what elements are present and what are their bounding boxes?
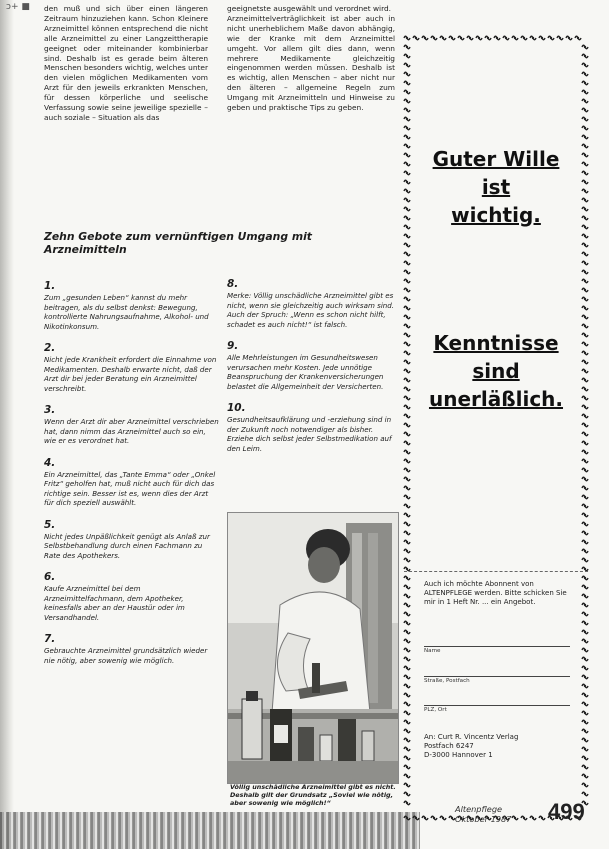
- rule-text: Gesundheitsaufklärung und -erziehung sind in der Zukunft noch notwendiger als bisher. Erziehe dich selbst jeder Selbstmedikation auf den Leim.: [227, 415, 392, 453]
- article-text-left: den muß und sich über einen längeren Zeitraum hinzuziehen kann. Schon Kleinere Arzneimittel können entsprechend die nicht alle Arzneimittel zu einer Langzeittherapie geeignet oder miteinander kombinierbar sind. Deshalb ist es gerade beim älteren Menschen besonders wichtig, welches unter den vielen möglichen Medikamenten vom Arzt für den jeweils erkrankten Menschen, für dessen körperliche und seelische Verfassung sowie seine jeweilige spezielle – auch soziale – Situation als das: [44, 4, 208, 122]
- border-ornament: [582, 702, 588, 706]
- page-binding-shadow: [0, 0, 14, 849]
- border-ornament: [458, 36, 464, 40]
- border-ornament: [404, 558, 410, 562]
- rule-text: Nicht jedes Unpäßlichkeit genügt als Anlaß zur Selbstbehandlung durch einen Fachmann zu Rate des Apothekers.: [44, 531, 210, 560]
- slogan-line: wichtig.: [451, 203, 541, 227]
- border-ornament: [582, 774, 588, 778]
- border-ornament: [582, 540, 588, 544]
- border-ornament: [530, 816, 536, 820]
- rule-number: 6.: [44, 571, 56, 583]
- border-ornament: [404, 774, 410, 778]
- rule-text: Nicht jede Krankheit erfordert die Einnahme von Medikamenten. Deshalb erwarte nicht, daß der Arzt dir bei jeder Beratung ein Arzneimittel verschreibt.: [44, 355, 217, 393]
- border-ornament: [582, 72, 588, 76]
- border-ornament: [582, 630, 588, 634]
- border-ornament: [404, 816, 410, 820]
- top-corner-mark: ɔ+ ■: [6, 2, 30, 12]
- coupon-name-field[interactable]: Name: [424, 646, 570, 655]
- border-ornament: [582, 513, 588, 517]
- border-ornament: [582, 729, 588, 733]
- border-ornament: [404, 531, 410, 535]
- border-ornament: [404, 279, 410, 283]
- rule-number: 5.: [44, 518, 56, 531]
- border-ornament: [404, 684, 410, 688]
- border-ornament: [582, 117, 588, 121]
- border-ornament: [404, 414, 410, 418]
- binding-edge-stripes: [0, 812, 420, 849]
- pharmacist-photo: [227, 512, 399, 784]
- border-ornament: [431, 36, 437, 40]
- border-ornament: [582, 63, 588, 67]
- border-ornament: [582, 648, 588, 652]
- border-ornament: [582, 603, 588, 607]
- border-ornament: [404, 621, 410, 625]
- border-ornament: [582, 324, 588, 328]
- border-ornament: [404, 252, 410, 256]
- border-ornament: [582, 234, 588, 238]
- border-ornament: [582, 441, 588, 445]
- border-ornament: [582, 252, 588, 256]
- border-ornament: [582, 270, 588, 274]
- border-ornament: [582, 279, 588, 283]
- rule-item: [227, 340, 397, 391]
- border-ornament: [404, 99, 410, 103]
- slogan-line: unerläßlich.: [428, 387, 564, 411]
- border-ornament: [539, 816, 545, 820]
- border-ornament: [404, 81, 410, 85]
- border-ornament: [404, 135, 410, 139]
- page-footer: [455, 804, 511, 824]
- border-ornament: [582, 720, 588, 724]
- coupon-cut-line: [404, 571, 588, 572]
- border-ornament: [539, 36, 545, 40]
- rule-number: 3.: [44, 404, 56, 416]
- slogan-good-will: [401, 145, 591, 229]
- border-ornament: [404, 90, 410, 94]
- border-ornament: [404, 792, 410, 796]
- border-ornament: [404, 594, 410, 598]
- slogan-line: Kenntnisse: [433, 331, 559, 355]
- border-ornament: [404, 657, 410, 661]
- border-ornament: [404, 108, 410, 112]
- border-ornament: [582, 558, 588, 562]
- border-ornament: [431, 816, 437, 820]
- border-ornament: [548, 36, 554, 40]
- border-ornament: [582, 738, 588, 742]
- border-ornament: [404, 783, 410, 787]
- rule-item: [44, 280, 220, 331]
- border-ornament: [582, 666, 588, 670]
- border-ornament: [582, 459, 588, 463]
- border-ornament: [404, 729, 410, 733]
- border-ornament: [582, 432, 588, 436]
- border-ornament: [404, 36, 410, 40]
- border-ornament: [582, 450, 588, 454]
- rule-number: 1.: [44, 280, 56, 292]
- border-ornament: [404, 576, 410, 580]
- rule-item: [44, 457, 220, 508]
- pharmacist-photo-illustration: [228, 513, 398, 783]
- border-ornament: [404, 306, 410, 310]
- rule-item: [227, 402, 397, 453]
- border-ornament: [582, 297, 588, 301]
- article-text-right: geeignetste ausgewählt und verordnet wird. Arzneimittelverträglichkeit ist aber auch in nicht unerheblichem Maße davon abhängig, wie der Kranke mit dem Arzneimittel umgeht. Vor allem gilt dies dann, wenn mehrere Medikamente gleichzeitig eingenommen werden müssen. Deshalb ist es wichtig, allen Menschen – aber nicht nur den älteren – allgemeine Regeln zum Umgang mit Arzneimitteln und Hinweise zu geben und praktische Tips zu geben.: [227, 4, 395, 113]
- border-ornament: [404, 711, 410, 715]
- border-ornament: [404, 747, 410, 751]
- border-ornament: [512, 36, 518, 40]
- border-ornament: [404, 63, 410, 67]
- border-ornament: [582, 783, 588, 787]
- border-ornament: [582, 261, 588, 265]
- border-ornament: [485, 36, 491, 40]
- border-ornament: [404, 477, 410, 481]
- border-ornament: [582, 45, 588, 49]
- rule-text: Wenn der Arzt dir aber Arzneimittel verschrieben hat, dann nimm das Arzneimittel auch so ein, wie er es verordnet hat.: [44, 417, 219, 445]
- border-ornament: [404, 459, 410, 463]
- border-ornament: [582, 135, 588, 139]
- border-ornament: [582, 684, 588, 688]
- address-line: D-3000 Hannover 1: [424, 751, 493, 760]
- rule-text: Kaufe Arzneimittel bei dem Arzneimittelfachmann, dem Apotheker, keinesfalls aber an der Haustür oder im Versandhandel.: [44, 584, 185, 622]
- border-ornament: [404, 126, 410, 130]
- border-ornament: [521, 816, 527, 820]
- border-ornament: [404, 495, 410, 499]
- border-ornament: [404, 432, 410, 436]
- border-ornament: [413, 36, 419, 40]
- border-ornament: [582, 612, 588, 616]
- border-ornament: [404, 630, 410, 634]
- border-ornament: [404, 441, 410, 445]
- border-ornament: [440, 36, 446, 40]
- border-ornament: [404, 639, 410, 643]
- border-ornament: [566, 36, 572, 40]
- border-ornament: [467, 36, 473, 40]
- border-ornament: [404, 45, 410, 49]
- border-ornament: [404, 765, 410, 769]
- border-ornament: [582, 243, 588, 247]
- rule-text: Zum „gesunden Leben“ kannst du mehr beitragen, als du selbst denkst: Bewegung, kontrollierte Nahrungsaufnahme, Alkohol- und Nikotinkonsum.: [44, 293, 209, 331]
- footer-issue-date: Oktober 1987: [455, 814, 512, 824]
- border-ornament: [582, 531, 588, 535]
- border-ornament: [404, 243, 410, 247]
- border-ornament: [582, 306, 588, 310]
- border-ornament: [404, 315, 410, 319]
- article-column-right: [227, 4, 395, 113]
- border-ornament: [582, 549, 588, 553]
- border-ornament: [582, 477, 588, 481]
- border-ornament: [404, 513, 410, 517]
- border-ornament: [582, 423, 588, 427]
- border-ornament: [582, 81, 588, 85]
- border-ornament: [582, 747, 588, 751]
- border-ornament: [440, 816, 446, 820]
- rule-text: Alle Mehrleistungen im Gesundheitswesen verursachen mehr Kosten. Jede unnötige Beanspruchung der Krankenversicherungen belastet die Allgemeinheit der Versicherten.: [227, 353, 384, 391]
- rule-number: 2.: [44, 342, 56, 354]
- rule-item: [44, 342, 220, 393]
- border-ornament: [582, 792, 588, 796]
- rule-item: [44, 519, 220, 561]
- page-number: 499: [548, 799, 585, 824]
- rule-text: Merke: Völlig unschädliche Arzneimittel gibt es nicht, wenn sie gleichzeitig auch wirksam sind. Auch der Spruch: „Wenn es schon nicht hilft, schadet es auch nicht!“ ist falsch.: [227, 291, 395, 329]
- border-ornament: [476, 36, 482, 40]
- border-ornament: [404, 693, 410, 697]
- slogan-line: Guter Wille: [432, 147, 560, 171]
- border-ornament: [582, 522, 588, 526]
- border-ornament: [582, 90, 588, 94]
- photo-caption: Völlig unschädliche Arzneimittel gibt es nicht. Deshalb gilt der Grundsatz „Soviel wie nötig, aber sowenig wie möglich!“: [230, 783, 396, 807]
- border-ornament: [582, 711, 588, 715]
- rule-number: 10.: [227, 402, 246, 414]
- rule-number: 4.: [44, 456, 56, 469]
- article-column-left: [44, 4, 208, 123]
- order-coupon-text: Auch ich möchte Abonnent von ALTENPFLEGE werden. Bitte schicken Sie mir in 1 Heft Nr. ... ein Angebot.: [424, 580, 567, 606]
- border-ornament: [503, 36, 509, 40]
- border-ornament: [422, 816, 428, 820]
- border-ornament: [582, 108, 588, 112]
- border-ornament: [582, 288, 588, 292]
- border-ornament: [413, 816, 419, 820]
- border-ornament: [582, 693, 588, 697]
- border-ornament: [404, 261, 410, 265]
- border-ornament: [575, 36, 581, 40]
- border-ornament: [582, 639, 588, 643]
- slogan-line: sind: [472, 359, 520, 383]
- border-ornament: [404, 675, 410, 679]
- rule-item: [44, 633, 220, 665]
- border-ornament: [404, 324, 410, 328]
- border-ornament: [404, 468, 410, 472]
- border-ornament: [404, 288, 410, 292]
- border-ornament: [582, 765, 588, 769]
- border-ornament: [404, 234, 410, 238]
- rules-column-left: [44, 280, 220, 676]
- border-ornament: [494, 36, 500, 40]
- border-ornament: [404, 522, 410, 526]
- rule-number: 9.: [227, 340, 239, 352]
- border-ornament: [404, 270, 410, 274]
- border-ornament: [582, 675, 588, 679]
- border-ornament: [582, 504, 588, 508]
- border-ornament: [449, 36, 455, 40]
- border-ornament: [582, 468, 588, 472]
- border-ornament: [404, 801, 410, 805]
- rule-item: [44, 571, 220, 622]
- rule-text: Gebrauchte Arzneimittel grundsätzlich wieder nie nötig, aber sowenig wie möglich.: [44, 646, 208, 665]
- border-ornament: [582, 585, 588, 589]
- border-ornament: [582, 576, 588, 580]
- rule-item: [44, 404, 220, 446]
- border-ornament: [404, 486, 410, 490]
- border-ornament: [404, 72, 410, 76]
- slogan-knowledge: [401, 329, 591, 413]
- border-ornament: [530, 36, 536, 40]
- rule-item: [227, 278, 397, 329]
- border-ornament: [404, 117, 410, 121]
- border-ornament: [404, 504, 410, 508]
- border-ornament: [582, 486, 588, 490]
- address-line: Postfach 6247: [424, 742, 474, 751]
- border-ornament: [521, 36, 527, 40]
- border-ornament: [404, 549, 410, 553]
- border-ornament: [404, 648, 410, 652]
- border-ornament: [582, 495, 588, 499]
- slogan-line: ist: [481, 175, 511, 199]
- border-ornament: [404, 540, 410, 544]
- footer-magazine-name: Altenpflege: [455, 804, 503, 814]
- border-ornament: [404, 666, 410, 670]
- address-line: An: Curt R. Vincentz Verlag: [424, 733, 519, 741]
- border-ornament: [404, 756, 410, 760]
- border-ornament: [582, 315, 588, 319]
- border-ornament: [582, 621, 588, 625]
- border-ornament: [404, 297, 410, 301]
- border-ornament: [404, 603, 410, 607]
- border-ornament: [404, 702, 410, 706]
- border-ornament: [404, 423, 410, 427]
- border-ornament: [582, 126, 588, 130]
- border-ornament: [557, 36, 563, 40]
- border-ornament: [422, 36, 428, 40]
- border-ornament: [582, 99, 588, 103]
- border-ornament: [582, 756, 588, 760]
- rules-heading: Zehn Gebote zum vernünftigen Umgang mit Arzneimitteln: [44, 230, 312, 256]
- border-ornament: [582, 657, 588, 661]
- border-ornament: [404, 54, 410, 58]
- rule-number: 8.: [227, 278, 239, 290]
- border-ornament: [404, 585, 410, 589]
- border-ornament: [512, 816, 518, 820]
- coupon-city-field[interactable]: PLZ, Ort: [424, 705, 570, 714]
- border-ornament: [404, 450, 410, 454]
- rule-text: Ein Arzneimittel, das „Tante Emma“ oder „Onkel Fritz“ geholfen hat, muß nicht auch für dich das richtige sein. Besser ist es, wenn dies der Arzt für dich speziell auswählt.: [44, 469, 216, 507]
- publisher-address: [424, 733, 574, 761]
- border-ornament: [404, 720, 410, 724]
- border-ornament: [404, 612, 410, 616]
- rule-number: 7.: [44, 633, 56, 645]
- rules-column-right: [227, 278, 397, 464]
- coupon-street-field[interactable]: Straße, Postfach: [424, 676, 570, 685]
- border-ornament: [582, 54, 588, 58]
- border-ornament: [582, 414, 588, 418]
- border-ornament: [404, 738, 410, 742]
- border-ornament: [582, 594, 588, 598]
